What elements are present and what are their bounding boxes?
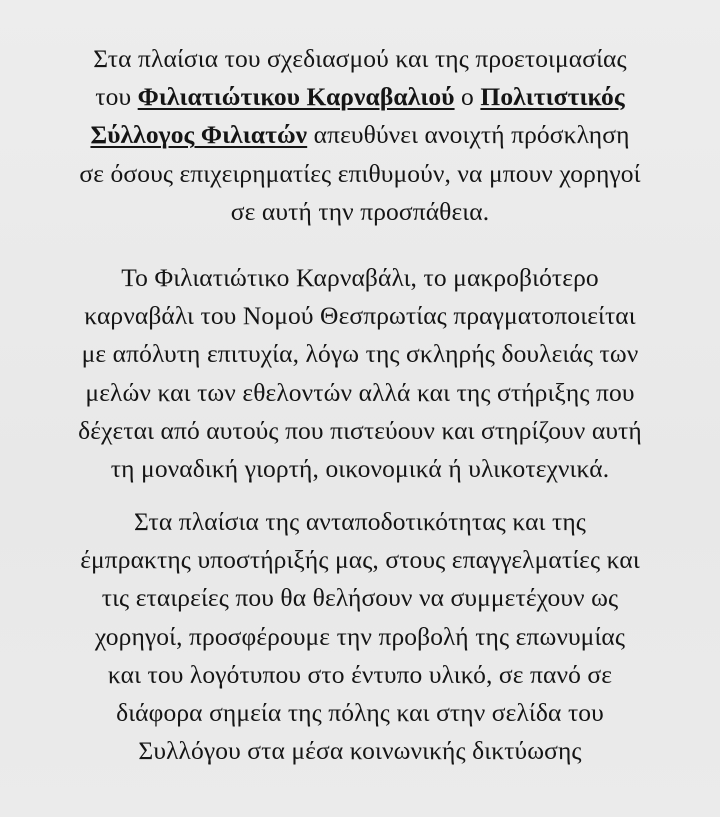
text-line: σε αυτή την προσπάθεια.: [230, 196, 490, 226]
invitation-paragraph: [40, 40, 680, 231]
text-fragment: του: [95, 82, 138, 112]
text-line: Το Φιλιατιώτικο Καρναβάλι, το μακροβιότερο: [121, 263, 599, 292]
organization-name-emphasis: Πολιτιστικός: [480, 82, 625, 112]
text-line: Στα πλαίσια της ανταποδοτικότητας και της: [134, 507, 586, 536]
text-line: χορηγοί, προσφέρουμε την προβολή της επωνυμίας: [94, 621, 626, 651]
text-line: [40, 116, 680, 154]
text-line: έμπρακτης υποστήριξής μας, στους επαγγελματίες και: [80, 545, 640, 575]
text-line: Συλλόγου στα μέσα κοινωνικής δικτύωσης: [138, 736, 582, 766]
text-line: καρναβάλι του Νομού Θεσπρωτίας πραγματοποιείται: [84, 301, 636, 331]
text-line: τις εταιρείες που θα θελήσουν να συμμετέχουν ως: [101, 583, 619, 613]
text-line: και του λογότυπου στο έντυπο υλικό, σε πανό σε: [107, 659, 613, 689]
text-line: σε όσους επιχειρηματίες επιθυμούν, να μπουν χορηγοί: [79, 158, 641, 188]
text-line: με απόλυτη επιτυχία, λόγω της σκληρής δουλειάς των: [81, 339, 639, 369]
text-line: Στα πλαίσια του σχεδιασμού και της προετοιμασίας: [93, 44, 627, 73]
text-line: διάφορα σημεία της πόλης και στην σελίδα του: [116, 698, 604, 728]
text-fragment: ο: [454, 82, 481, 112]
text-line: δέχεται από αυτούς που πιστεύουν και στηρίζουν αυτή: [78, 415, 642, 445]
text-line: [40, 78, 680, 116]
text-line: μελών και των εθελοντών αλλά και της στήριξης που: [85, 377, 635, 407]
sponsorship-benefits-paragraph: [40, 503, 680, 770]
carnival-description-paragraph: [40, 259, 680, 488]
organization-name-emphasis: Σύλλογος Φιλιατών: [90, 120, 308, 150]
text-line: τη μοναδική γιορτή, οικονομικά ή υλικοτεχνικά.: [110, 454, 610, 484]
event-name-emphasis: Φιλιατιώτικου Καρναβαλιού: [137, 82, 455, 112]
text-fragment: απευθύνει ανοιχτή πρόσκληση: [307, 120, 630, 150]
